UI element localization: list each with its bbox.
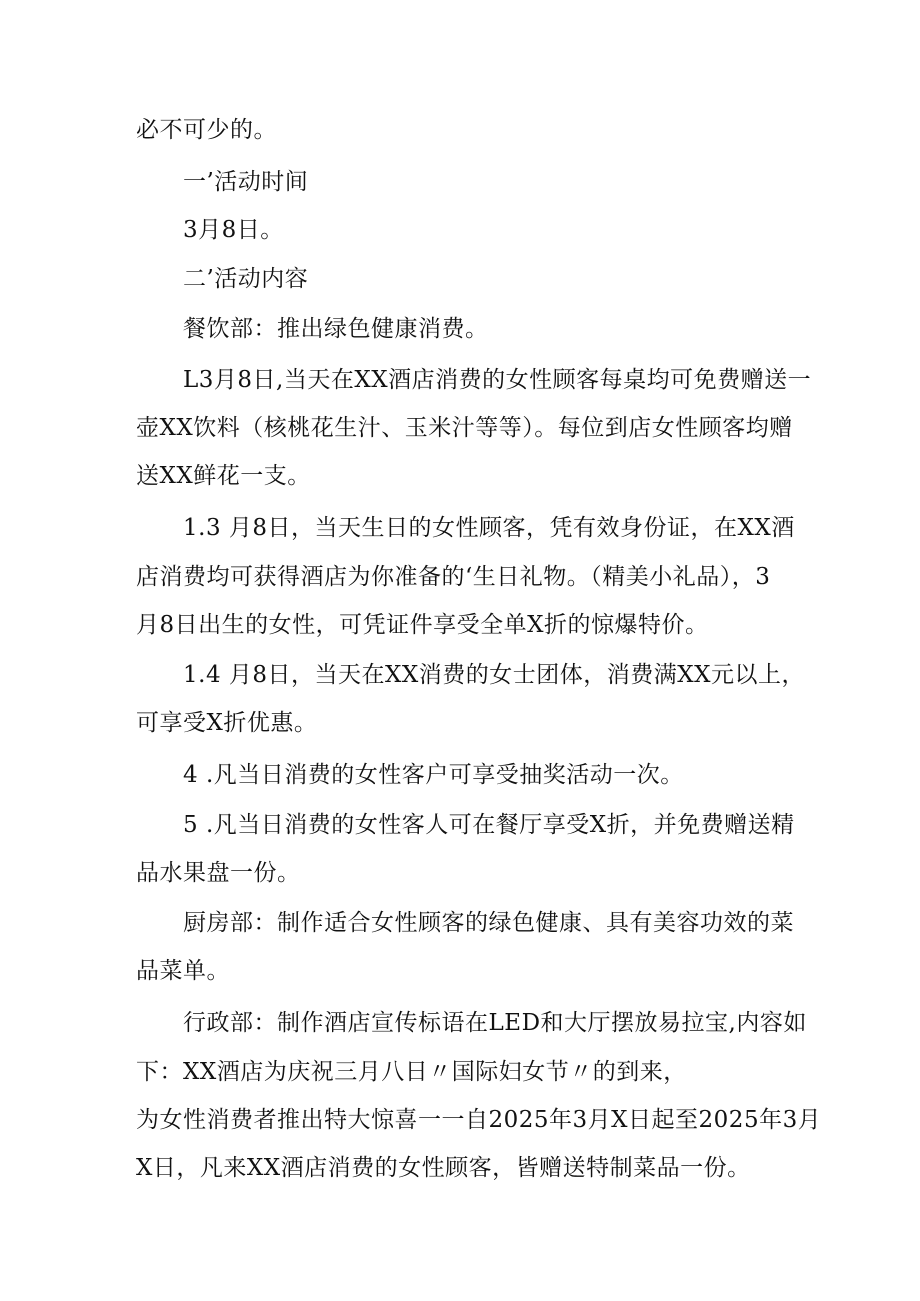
section-heading-activity-content: 二’活动内容 — [183, 266, 309, 292]
section-heading-activity-time: 一’活动时间 — [183, 169, 309, 195]
paragraph-item-1-line-3: 送XX鲜花一支。 — [136, 463, 311, 489]
text-line-continuation: 必不可少的。 — [136, 117, 277, 143]
kitchen-dept-line-1: 厨房部：制作适合女性顾客的绿色健康、具有美容功效的菜 — [183, 910, 794, 936]
catering-dept-heading: 餐饮部：推出绿色健康消费。 — [183, 316, 489, 342]
admin-dept-line-2: 下：XX酒店为庆祝三月八日〃国际妇女节〃的到来， — [136, 1059, 687, 1085]
paragraph-item-5-line-2: 品水果盘一份。 — [136, 860, 301, 886]
paragraph-item-1-4-line-1: 1.4 月8日，当天在XX消费的女士团体，消费满XX元以上， — [183, 662, 806, 688]
paragraph-item-1-3-line-2: 店消费均可获得酒店为你准备的‘生日礼物。（精美小礼品），3 — [136, 564, 771, 590]
admin-dept-line-3: 为女性消费者推出特大惊喜一一自2025年3月X日起至2025年3月 — [136, 1107, 822, 1133]
kitchen-dept-line-2: 品菜单。 — [136, 958, 230, 984]
paragraph-item-1-3-line-3: 月8日出生的女性，可凭证件享受全单X折的惊爆特价。 — [136, 612, 709, 638]
activity-date: 3月8日。 — [183, 217, 284, 243]
paragraph-item-5-line-1: 5 .凡当日消费的女性客人可在餐厅享受X折，并免费赠送精 — [183, 812, 795, 838]
paragraph-item-1-line-2: 壶XX饮料（核桃花生汁、玉米汁等等）。每位到店女性顾客均赠 — [136, 415, 793, 441]
admin-dept-line-4: X日，凡来XX酒店消费的女性顾客，皆赠送特制菜品一份。 — [136, 1155, 751, 1181]
paragraph-item-4: 4 .凡当日消费的女性客户可享受抽奖活动一次。 — [183, 762, 684, 788]
admin-dept-line-1: 行政部：制作酒店宣传标语在LED和大厅摆放易拉宝,内容如 — [183, 1010, 807, 1036]
paragraph-item-1-3-line-1: 1.3 月8日，当天生日的女性顾客，凭有效身份证，在XX酒 — [183, 515, 795, 541]
paragraph-item-1-4-line-2: 可享受X折优惠。 — [136, 710, 318, 736]
paragraph-item-1-line-1: L3月8日,当天在XX酒店消费的女性顾客每桌均可免费赠送一 — [183, 367, 812, 393]
